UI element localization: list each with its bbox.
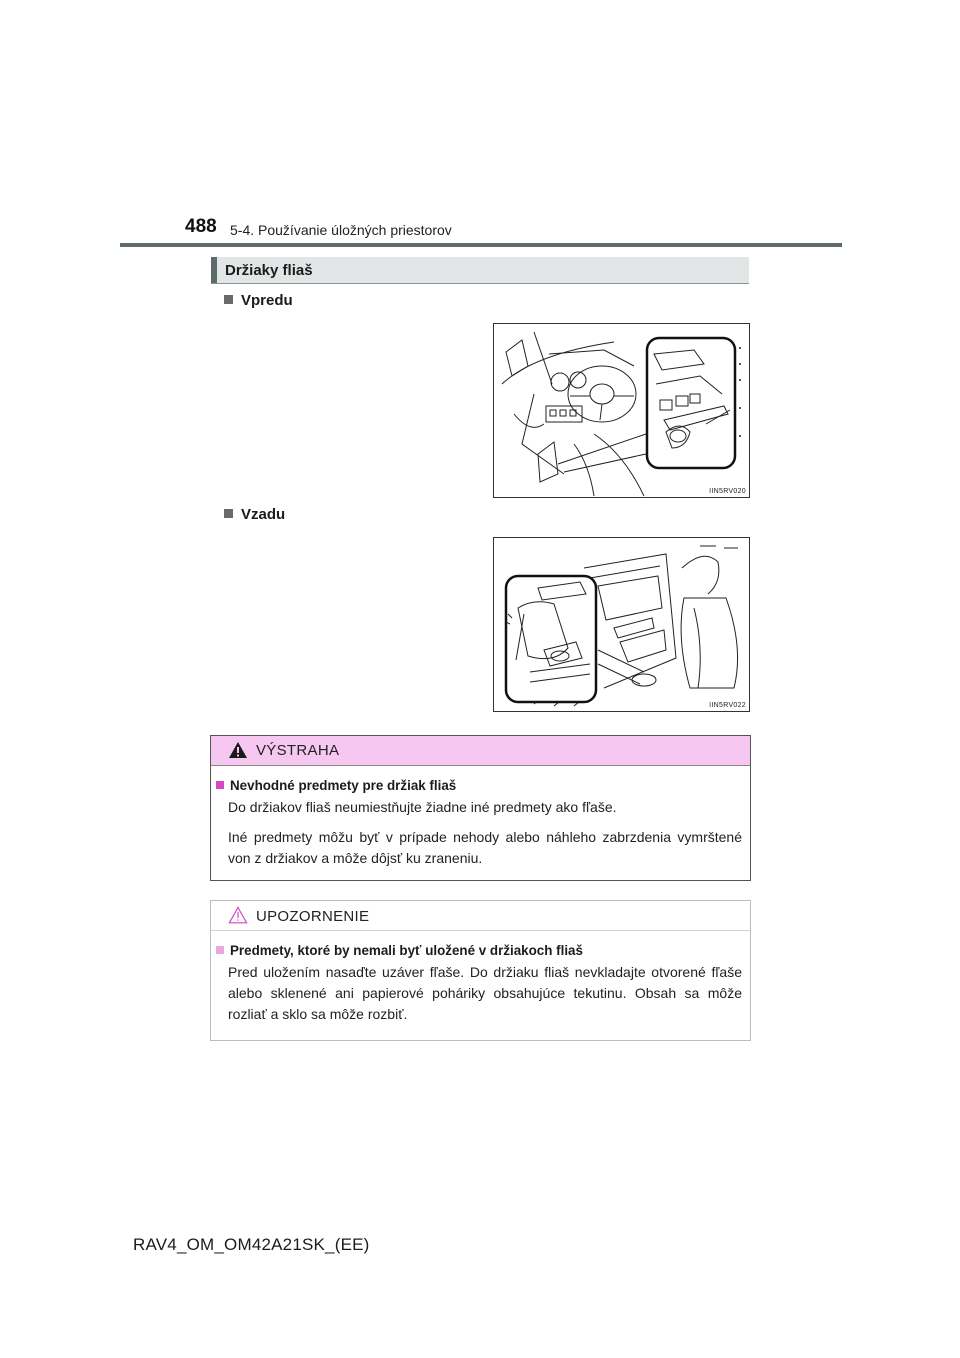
subheading-front-label: Vpredu — [241, 292, 293, 309]
warning-paragraph-2: Iné predmety môžu byť v prípade nehody alebo náhleho zabrzdenia vymrštené von z držiakov a môže dôjsť ku zraneniu. — [228, 829, 742, 866]
caution-triangle-icon — [228, 906, 248, 924]
page-number: 488 — [185, 216, 217, 237]
warning-item-title: Nevhodné predmety pre držiak fliaš — [230, 778, 457, 793]
front-interior-illustration — [494, 324, 749, 497]
warning-header — [211, 736, 750, 766]
caution-item-title: Predmety, ktoré by nemali byť uložené v držiakoch fliaš — [230, 943, 583, 958]
rear-interior-illustration — [494, 538, 749, 711]
caution-box — [210, 900, 751, 1041]
header-rule — [120, 243, 842, 247]
section-title-bar — [211, 257, 749, 284]
caution-paragraph-1: Pred uložením nasaďte uzáver fľaše. Do držiaku fliaš nevkladajte otvorené fľaše alebo sklenené ani papierové poháriky obsahujúce tekutinu. Obsah sa môže rozliať a sklo sa môže rozbiť. — [228, 964, 742, 1022]
square-bullet-icon — [224, 509, 233, 518]
warning-box — [210, 735, 751, 881]
pink-square-bullet-icon — [216, 781, 224, 789]
figure-front-code: IIN5RV020 — [709, 488, 746, 495]
caution-item — [216, 943, 742, 1025]
caution-header — [211, 901, 750, 931]
subheading-rear-label: Vzadu — [241, 506, 286, 523]
warning-triangle-icon — [228, 741, 248, 759]
subheading-front — [224, 292, 293, 309]
document-code: RAV4_OM_OM42A21SK_(EE) — [133, 1235, 370, 1254]
light-pink-square-bullet-icon — [216, 946, 224, 954]
section-title: Držiaky fliaš — [225, 262, 313, 279]
subheading-rear — [224, 506, 285, 523]
figure-front-bottle-holder — [493, 323, 750, 498]
warning-label: VÝSTRAHA — [256, 742, 340, 759]
chapter-title: 5-4. Používanie úložných priestorov — [230, 222, 452, 238]
square-bullet-icon — [224, 295, 233, 304]
caution-item-title-row — [216, 943, 742, 958]
warning-paragraph-1: Do držiakov fliaš neumiestňujte žiadne iné predmety ako fľaše. — [228, 799, 617, 815]
figure-rear-code: IIN5RV022 — [709, 702, 746, 709]
section-accent — [211, 257, 217, 283]
warning-item — [216, 778, 742, 869]
warning-item-title-row — [216, 778, 742, 793]
caution-label: UPOZORNENIE — [256, 908, 370, 925]
figure-rear-bottle-holder — [493, 537, 750, 712]
